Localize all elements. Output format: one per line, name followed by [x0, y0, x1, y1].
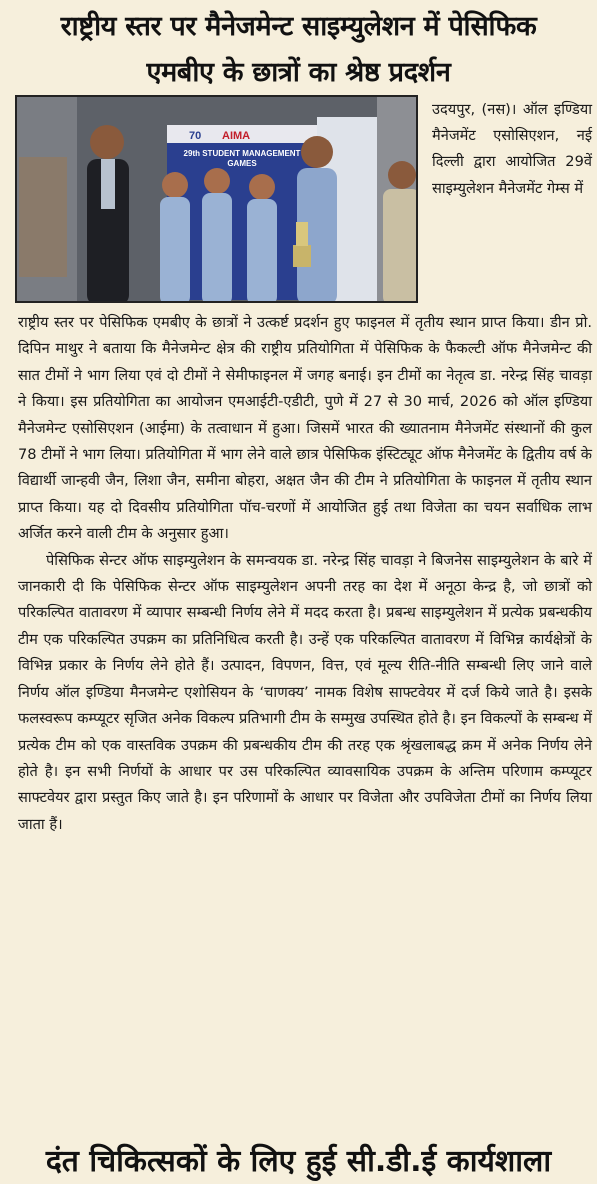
banner-logo: AIMA: [222, 130, 251, 142]
headline-line-2: एमबीए के छात्रों का श्रेष्ठ प्रदर्शन: [146, 57, 451, 88]
next-article-headline: दंत चिकित्सकों के लिए हुई सी.डी.ई कार्यशाला: [45, 1144, 552, 1179]
banner-number: 70: [189, 130, 202, 142]
headline-line-1: राष्ट्रीय स्तर पर मैनेजमेन्ट साइम्युलेशन में पेसिफिक: [60, 11, 537, 42]
article-photo: [15, 95, 418, 303]
article-intro-column: [432, 97, 592, 202]
article-paragraph-1: राष्ट्रीय स्तर पर पेसिफिक एमबीए के छात्रों ने उत्कर्ष्ट प्रदर्शन हुए फाइनल में तृतीय स्थान प्राप्त किया। डीन प्रो. दिपिन माथुर ने बताया कि मैनेजमेन्ट क्षेत्र की राष्ट्रीय प्रतियोगिता में पेसिफिक के फैकल्टी ऑफ मैनेजमेन्ट की सात टीमों ने भाग लिया एवं दो टीमों ने सेमीफाइनल में जगह बनाई। इन टीमों का नेतृत्व डा. नरेन्द्र सिंह चावड़ा ने किया। इस प्रतियोगिता का आयोजन एमआईटी-एडीटी, पुणे में 27 से 30 मार्च, 2026 को ऑल इण्डिया मैनेजमेन्ट एसोसिएशन (आईमा) के तत्वाधान में हुआ। जिसमें भारत की ख्यातनाम मैनेजमेंट संस्थानों की कुल 78 टीमों ने भाग लिया। प्रतियोगिता में भाग लेने वाले छात्र पेसिफिक इंस्टिट्यूट ऑफ मैनेजमेंट के द्वितीय वर्ष के विद्यार्थी जान्हवी जैन, लिशा जैन, समीना बोहरा, अक्षत जैन की टीम ने प्रतियोगिता के फाइनल में तृतीय स्थान प्राप्त किया। यह दो दिवसीय प्रतियोगिता पॉच-चरणों में आयोजित हुई तथा विजेता का चयन सर्वाधिक लाभ अर्जित करने वाली टीम के अनुसार हुआ।: [18, 314, 592, 543]
article-paragraph-2: पेसिफिक सेन्टर ऑफ साइम्युलेशन के समन्वयक डा. नरेन्द्र सिंह चावड़ा ने बिजनेस साइम्युलेशन के बारे में जानकारी दी कि पेसिफिक सेन्टर ऑफ साइम्युलेशन अपनी तरह का देश में अनूठा केन्द्र है, जो छात्रों को परिकल्पित वातावरण में व्यापार सम्बन्धी निर्णय लेने में मदद करता है। प्रबन्ध साइम्युलेशन में प्रत्येक प्रबन्धकीय टीम एक परिकल्पित उपक्रम का प्रतिनिधित्व करती है। उन्हें एक परिकल्पित वातावरण में विभिन्न कार्यक्षेत्रों के विभिन्न प्रकार के निर्णय लेने होते हैं। उत्पादन, विपणन, वित्त, एवं मूल्य रीति-नीति सम्बन्धी लिए जाने वाले निर्णय ऑल इण्डिया मैनजमेन्ट एशोसियन के ‘चाणक्य’ नामक विशेष साफ्टवेयर में दर्ज किये जाते है। इसके फलस्वरूप कम्प्यूटर सृजित अनेक विकल्प प्रतिभागी टीम के सम्मुख उपस्थित होते है। इन विकल्पों के सम्बन्ध में प्रत्येक टीम को एक वास्तविक उपक्रम की प्रबन्धकीय टीम की तरह एक श्रृंखलाबद्ध क्रम में अनेक निर्णय लेने होते है। इन सभी निर्णयों के आधार पर उस परिकल्पित व्यावसायिक उपक्रम के अन्तिम परिणाम कम्प्यूटर साफ्टवेयर द्वारा प्रस्तुत किए जाते है। इन परिणामों के आधार पर विजेता और उपविजेता टीमों का निर्णय लिया जाता हैं।: [18, 551, 592, 833]
banner-text: 29th STUDENT MANAGEMENT GAMES: [183, 149, 301, 168]
article-headline: [6, 4, 591, 96]
article-body: [18, 310, 592, 838]
article-intro-text: उदयपुर, (नस)। ऑल इण्डिया मैनेजमेंट एसोसिएशन, नई दिल्ली द्वारा आयोजित 29वें साइम्युलेशन मैनेजमेंट गेम्स में: [432, 101, 592, 197]
